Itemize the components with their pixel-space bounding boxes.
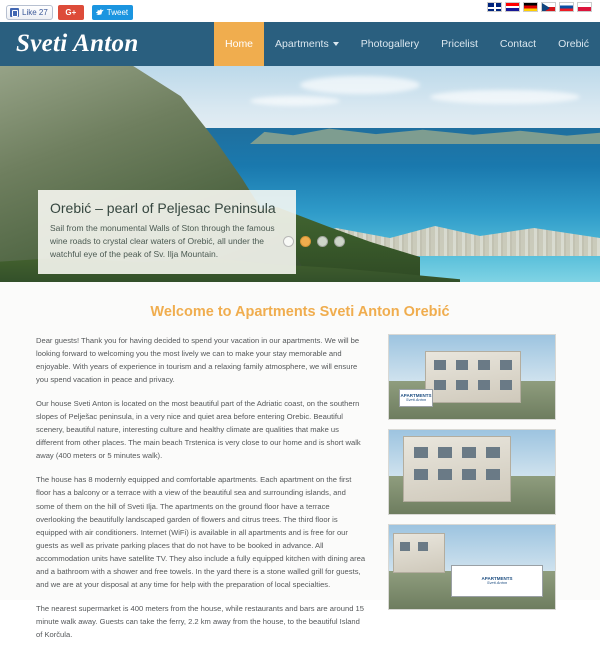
flag-icon-en[interactable] [487,2,502,12]
chevron-down-icon [333,42,339,46]
flag-icon-de[interactable] [523,2,538,12]
nav-label-photogallery: Photogallery [360,38,420,50]
nav-label-contact: Contact [499,38,537,50]
sign-line-2: Sveti Anton [405,397,427,403]
facebook-like-label: Like 27 [22,7,48,17]
paragraph-location: Our house Sveti Anton is located on the most beautiful part of the Adriatic coast, on the southern slopes of Pelješac peninsula, in a very nice and quiet area before entering Orebic. Beautiful scenery, beautiful nature, interesting culture and healthy climate are qualities that make us different from other places. The main beach Trstenica is very close to our home and is short walk away (400 meters or 5 minutes walk). [36,399,361,461]
main-navigation [214,22,600,66]
site-logo[interactable]: Sveti Anton [16,30,139,57]
nav-label-pricelist: Pricelist [441,38,478,50]
photo-house-entrance-sign[interactable] [388,524,556,610]
apartments-sign [451,565,543,597]
paragraph-intro: Dear guests! Thank you for having decided to spend your vacation in our apartments. We will be looking forward to welcoming you the most lively we can to make your stay memorable and enjoyable. With years of experience in tourism and a relaxing family atmosphere, we will ensure you spend vacation in peace and privacy. [36,336,360,385]
slider-dot-2-active[interactable] [300,236,311,247]
flag-icon-cz[interactable] [541,2,556,12]
photo-column [388,334,556,652]
nav-item-photogallery[interactable] [350,22,430,66]
flag-icon-hr[interactable] [505,2,520,12]
site-header [0,22,600,66]
tweet-button[interactable] [92,5,133,20]
building-shape [425,351,521,403]
building-shape [403,436,511,502]
nav-label-home: Home [225,38,254,50]
tweet-label: Tweet [106,7,129,17]
nav-item-home[interactable] [214,22,264,66]
cloud-shape [300,76,420,94]
flag-icon-pl[interactable] [577,2,592,12]
sign-line-2: Sveti Anton [486,580,508,586]
slider-dot-4[interactable] [334,236,345,247]
photo-house-exterior-side[interactable] [388,429,556,515]
facebook-like-button[interactable] [6,5,53,20]
main-content [0,282,600,639]
slider-dot-3[interactable] [317,236,328,247]
google-plus-label: G+ [65,7,77,17]
twitter-bird-icon [96,8,104,16]
photo-house-exterior-front[interactable] [388,334,556,420]
content-columns [0,334,600,652]
language-switcher [487,2,592,12]
nav-label-apartments: Apartments [275,38,329,50]
social-topbar [0,0,600,22]
google-plus-button[interactable] [58,5,84,20]
hero-caption [38,190,296,274]
nav-item-orebic[interactable] [547,22,600,66]
hero-caption-text: Sail from the monumental Walls of Ston through the famous wine roads to crystal clear waters of Orebić, all under the watchful eye of the peak of Sv. Ilja Mountain. [50,223,275,260]
paragraph-amenities-nearby: The nearest supermarket is 400 meters from the house, while restaurants and bars are around 15 minute walk away. Guests can take the ferry, 2.2 km away from the house, to the beautiful Island of Korčula. [36,603,364,639]
nav-item-apartments[interactable] [264,22,350,66]
thumbs-up-icon [10,8,19,17]
building-shape [393,533,445,573]
text-column [36,334,366,652]
hero-slider[interactable] [0,66,600,282]
flag-icon-sk[interactable] [559,2,574,12]
sign-line-1: APARTMENTS [400,392,432,398]
slider-dots [283,236,345,247]
paragraph-apartments: The house has 8 modernly equipped and comfortable apartments. Each apartment on the first floor has a balcony or a terrace with a view of the beautiful sea and surrounding islands, and some of them on the hill of Sveti Ilja. The apartments on the ground floor have a terrace overlooking the beautifully landscaped garden of flowers and citrus trees. The third floor is equipped with air conditioners. Internet (WiFi) is available in all apartments and is free for our guests as well as private parking places that do not have to be booked in advance. All accommodation units have satellite TV. They also include a fully equipped kitchen with dining area and a bathroom with a shower and free towels. In the yard there is a stone walled grill for guests, and we are at your disposal at any time for help with the preparation of local specialties. [36,475,366,589]
nav-item-contact[interactable] [489,22,547,66]
page-title: Welcome to Apartments Sveti Anton Orebić [150,304,450,320]
nav-item-pricelist[interactable] [430,22,489,66]
apartments-sign [399,389,433,407]
cloud-shape [430,90,580,104]
cloud-shape [250,96,340,106]
slider-dot-1[interactable] [283,236,294,247]
hero-caption-title: Orebić – pearl of Peljesac Peninsula [50,200,276,216]
nav-label-orebic: Orebić [558,38,589,50]
sign-line-1: APARTMENTS [481,575,513,581]
